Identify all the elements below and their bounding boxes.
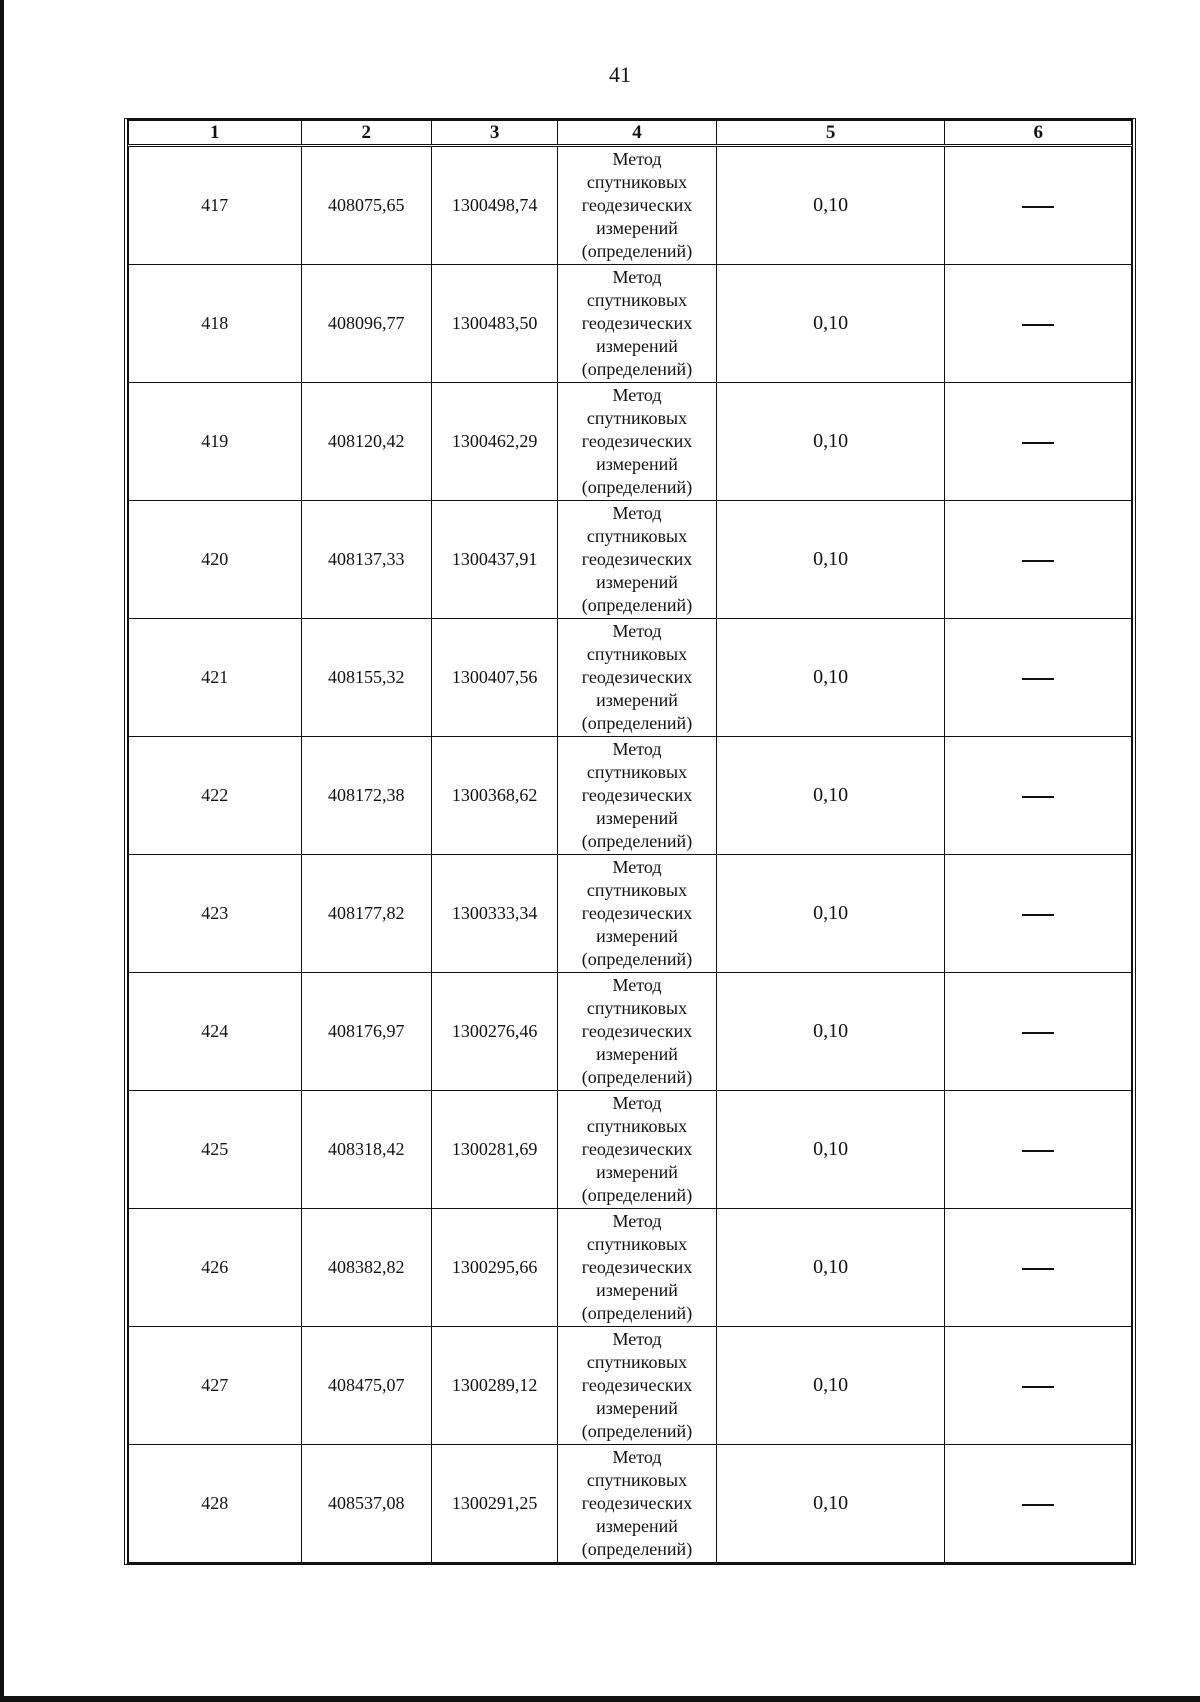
dash-mark xyxy=(1022,324,1054,326)
accuracy-cell xyxy=(716,265,945,383)
method-cell xyxy=(558,1091,716,1209)
accuracy-text: 0,10 xyxy=(813,430,849,452)
point-number-text: 422 xyxy=(201,785,229,805)
x-coordinate-text: 408120,42 xyxy=(327,431,405,451)
table-row xyxy=(129,1445,1132,1563)
y-coordinate-cell xyxy=(431,1209,557,1327)
method-text: Метод спутниковых геодезических измерений (определений) xyxy=(581,385,693,497)
y-coordinate-text: 1300498,74 xyxy=(451,195,538,215)
dash-mark xyxy=(1022,914,1054,916)
y-coordinate-cell xyxy=(431,1445,557,1563)
note-cell xyxy=(945,265,1132,383)
note-cell xyxy=(945,855,1132,973)
column-header-5: 5 xyxy=(716,121,945,146)
dash-mark xyxy=(1022,1032,1054,1034)
note-text xyxy=(1054,1493,1055,1494)
method-cell xyxy=(558,1327,716,1445)
accuracy-text: 0,10 xyxy=(813,548,849,570)
y-coordinate-text: 1300462,29 xyxy=(451,431,538,451)
column-header-3: 3 xyxy=(431,121,557,146)
x-coordinate-cell xyxy=(301,855,431,973)
y-coordinate-text: 1300368,62 xyxy=(451,785,538,805)
dash-mark xyxy=(1022,1386,1054,1388)
method-cell xyxy=(558,146,716,265)
method-cell xyxy=(558,973,716,1091)
coordinates-table xyxy=(128,120,1132,1563)
accuracy-cell xyxy=(716,1445,945,1563)
method-text: Метод спутниковых геодезических измерений (определений) xyxy=(581,503,693,615)
x-coordinate-cell xyxy=(301,1209,431,1327)
point-number-text: 417 xyxy=(201,195,229,215)
point-number-text: 428 xyxy=(201,1493,229,1513)
dash-mark xyxy=(1022,1150,1054,1152)
x-coordinate-cell xyxy=(301,973,431,1091)
method-text: Метод спутниковых геодезических измерений (определений) xyxy=(581,1093,693,1205)
x-coordinate-cell xyxy=(301,383,431,501)
y-coordinate-cell xyxy=(431,737,557,855)
method-text: Метод спутниковых геодезических измерений (определений) xyxy=(581,975,693,1087)
x-coordinate-cell xyxy=(301,146,431,265)
point-number-cell xyxy=(129,619,302,737)
method-cell xyxy=(558,265,716,383)
method-text: Метод спутниковых геодезических измерений (определений) xyxy=(581,621,693,733)
x-coordinate-cell xyxy=(301,619,431,737)
note-cell xyxy=(945,1327,1132,1445)
x-coordinate-cell xyxy=(301,265,431,383)
method-cell xyxy=(558,1445,716,1563)
note-text xyxy=(1054,1021,1055,1022)
dash-mark xyxy=(1022,1268,1054,1270)
method-cell xyxy=(558,737,716,855)
y-coordinate-text: 1300276,46 xyxy=(451,1021,538,1041)
method-text: Метод спутниковых геодезических измерений (определений) xyxy=(581,739,693,851)
x-coordinate-text: 408075,65 xyxy=(327,195,405,215)
y-coordinate-text: 1300333,34 xyxy=(451,903,538,923)
scan-edge-left xyxy=(0,0,4,1702)
table-row xyxy=(129,855,1132,973)
y-coordinate-cell xyxy=(431,501,557,619)
point-number-text: 419 xyxy=(201,431,229,451)
x-coordinate-text: 408537,08 xyxy=(327,1493,405,1513)
point-number-text: 423 xyxy=(201,903,229,923)
note-text xyxy=(1054,1375,1055,1376)
table-row xyxy=(129,973,1132,1091)
point-number-text: 421 xyxy=(201,667,229,687)
dash-mark xyxy=(1022,206,1054,208)
dash-mark xyxy=(1022,442,1054,444)
x-coordinate-cell xyxy=(301,501,431,619)
point-number-text: 418 xyxy=(201,313,229,333)
note-cell xyxy=(945,501,1132,619)
method-text: Метод спутниковых геодезических измерений (определений) xyxy=(581,857,693,969)
point-number-cell xyxy=(129,383,302,501)
accuracy-cell xyxy=(716,1209,945,1327)
point-number-cell xyxy=(129,1091,302,1209)
table-row xyxy=(129,146,1132,265)
table-body xyxy=(129,146,1132,1563)
accuracy-text: 0,10 xyxy=(813,1138,849,1160)
method-cell xyxy=(558,383,716,501)
y-coordinate-cell xyxy=(431,383,557,501)
table-row xyxy=(129,619,1132,737)
table-row xyxy=(129,737,1132,855)
note-cell xyxy=(945,383,1132,501)
accuracy-cell xyxy=(716,619,945,737)
table-row xyxy=(129,1327,1132,1445)
x-coordinate-text: 408475,07 xyxy=(327,1375,405,1395)
table-row xyxy=(129,501,1132,619)
method-text: Метод спутниковых геодезических измерений (определений) xyxy=(581,149,693,261)
accuracy-text: 0,10 xyxy=(813,1256,849,1278)
note-cell xyxy=(945,146,1132,265)
point-number-cell xyxy=(129,1209,302,1327)
point-number-text: 425 xyxy=(201,1139,229,1159)
scan-edge-bottom xyxy=(0,1696,1200,1702)
accuracy-cell xyxy=(716,1327,945,1445)
method-text: Метод спутниковых геодезических измерений (определений) xyxy=(581,1211,693,1323)
accuracy-text: 0,10 xyxy=(813,1020,849,1042)
dash-mark xyxy=(1022,796,1054,798)
method-text: Метод спутниковых геодезических измерений (определений) xyxy=(581,1329,693,1441)
accuracy-text: 0,10 xyxy=(813,784,849,806)
accuracy-cell xyxy=(716,1091,945,1209)
y-coordinate-cell xyxy=(431,1327,557,1445)
dash-mark xyxy=(1022,678,1054,680)
y-coordinate-text: 1300483,50 xyxy=(451,313,538,333)
point-number-cell xyxy=(129,1445,302,1563)
table-row xyxy=(129,1209,1132,1327)
accuracy-cell xyxy=(716,146,945,265)
note-text xyxy=(1054,667,1055,668)
method-cell xyxy=(558,855,716,973)
note-cell xyxy=(945,619,1132,737)
dash-mark xyxy=(1022,560,1054,562)
method-cell xyxy=(558,501,716,619)
y-coordinate-text: 1300281,69 xyxy=(451,1139,538,1159)
point-number-text: 420 xyxy=(201,549,229,569)
y-coordinate-text: 1300407,56 xyxy=(451,667,538,687)
method-cell xyxy=(558,619,716,737)
table-row xyxy=(129,383,1132,501)
note-text xyxy=(1054,313,1055,314)
y-coordinate-text: 1300437,91 xyxy=(451,549,538,569)
y-coordinate-cell xyxy=(431,619,557,737)
dash-mark xyxy=(1022,1504,1054,1506)
y-coordinate-cell xyxy=(431,1091,557,1209)
method-text: Метод спутниковых геодезических измерений (определений) xyxy=(581,1447,693,1559)
note-text xyxy=(1054,1257,1055,1258)
point-number-cell xyxy=(129,265,302,383)
accuracy-text: 0,10 xyxy=(813,1374,849,1396)
accuracy-text: 0,10 xyxy=(813,666,849,688)
header-row xyxy=(129,121,1132,146)
y-coordinate-cell xyxy=(431,265,557,383)
accuracy-cell xyxy=(716,855,945,973)
x-coordinate-cell xyxy=(301,1327,431,1445)
note-text xyxy=(1054,1139,1055,1140)
note-cell xyxy=(945,973,1132,1091)
point-number-cell xyxy=(129,737,302,855)
note-cell xyxy=(945,737,1132,855)
note-cell xyxy=(945,1209,1132,1327)
y-coordinate-text: 1300291,25 xyxy=(451,1493,538,1513)
x-coordinate-cell xyxy=(301,1445,431,1563)
y-coordinate-text: 1300289,12 xyxy=(451,1375,538,1395)
note-text xyxy=(1054,785,1055,786)
point-number-cell xyxy=(129,855,302,973)
accuracy-cell xyxy=(716,737,945,855)
column-header-4: 4 xyxy=(558,121,716,146)
accuracy-cell xyxy=(716,383,945,501)
point-number-text: 427 xyxy=(201,1375,229,1395)
table-row xyxy=(129,265,1132,383)
x-coordinate-cell xyxy=(301,737,431,855)
y-coordinate-cell xyxy=(431,973,557,1091)
point-number-cell xyxy=(129,973,302,1091)
note-text xyxy=(1054,903,1055,904)
note-text xyxy=(1054,431,1055,432)
point-number-cell xyxy=(129,146,302,265)
x-coordinate-text: 408382,82 xyxy=(327,1257,405,1277)
x-coordinate-text: 408096,77 xyxy=(327,313,405,333)
x-coordinate-text: 408172,38 xyxy=(327,785,405,805)
note-text xyxy=(1054,195,1055,196)
column-header-1: 1 xyxy=(129,121,302,146)
accuracy-text: 0,10 xyxy=(813,312,849,334)
x-coordinate-text: 408155,32 xyxy=(327,667,405,687)
x-coordinate-text: 408176,97 xyxy=(327,1021,405,1041)
x-coordinate-cell xyxy=(301,1091,431,1209)
point-number-text: 424 xyxy=(201,1021,229,1041)
y-coordinate-cell xyxy=(431,855,557,973)
note-cell xyxy=(945,1091,1132,1209)
note-text xyxy=(1054,549,1055,550)
coordinates-table-frame xyxy=(124,118,1136,1565)
point-number-cell xyxy=(129,501,302,619)
column-header-2: 2 xyxy=(301,121,431,146)
point-number-text: 426 xyxy=(201,1257,229,1277)
y-coordinate-cell xyxy=(431,146,557,265)
accuracy-cell xyxy=(716,501,945,619)
y-coordinate-text: 1300295,66 xyxy=(451,1257,538,1277)
column-header-6: 6 xyxy=(945,121,1132,146)
x-coordinate-text: 408177,82 xyxy=(327,903,405,923)
accuracy-text: 0,10 xyxy=(813,194,849,216)
note-cell xyxy=(945,1445,1132,1563)
method-cell xyxy=(558,1209,716,1327)
page-number: 41 xyxy=(609,62,631,87)
accuracy-text: 0,10 xyxy=(813,1492,849,1514)
method-text: Метод спутниковых геодезических измерений (определений) xyxy=(581,267,693,379)
accuracy-cell xyxy=(716,973,945,1091)
x-coordinate-text: 408137,33 xyxy=(327,549,405,569)
table-row xyxy=(129,1091,1132,1209)
point-number-cell xyxy=(129,1327,302,1445)
x-coordinate-text: 408318,42 xyxy=(327,1139,405,1159)
accuracy-text: 0,10 xyxy=(813,902,849,924)
